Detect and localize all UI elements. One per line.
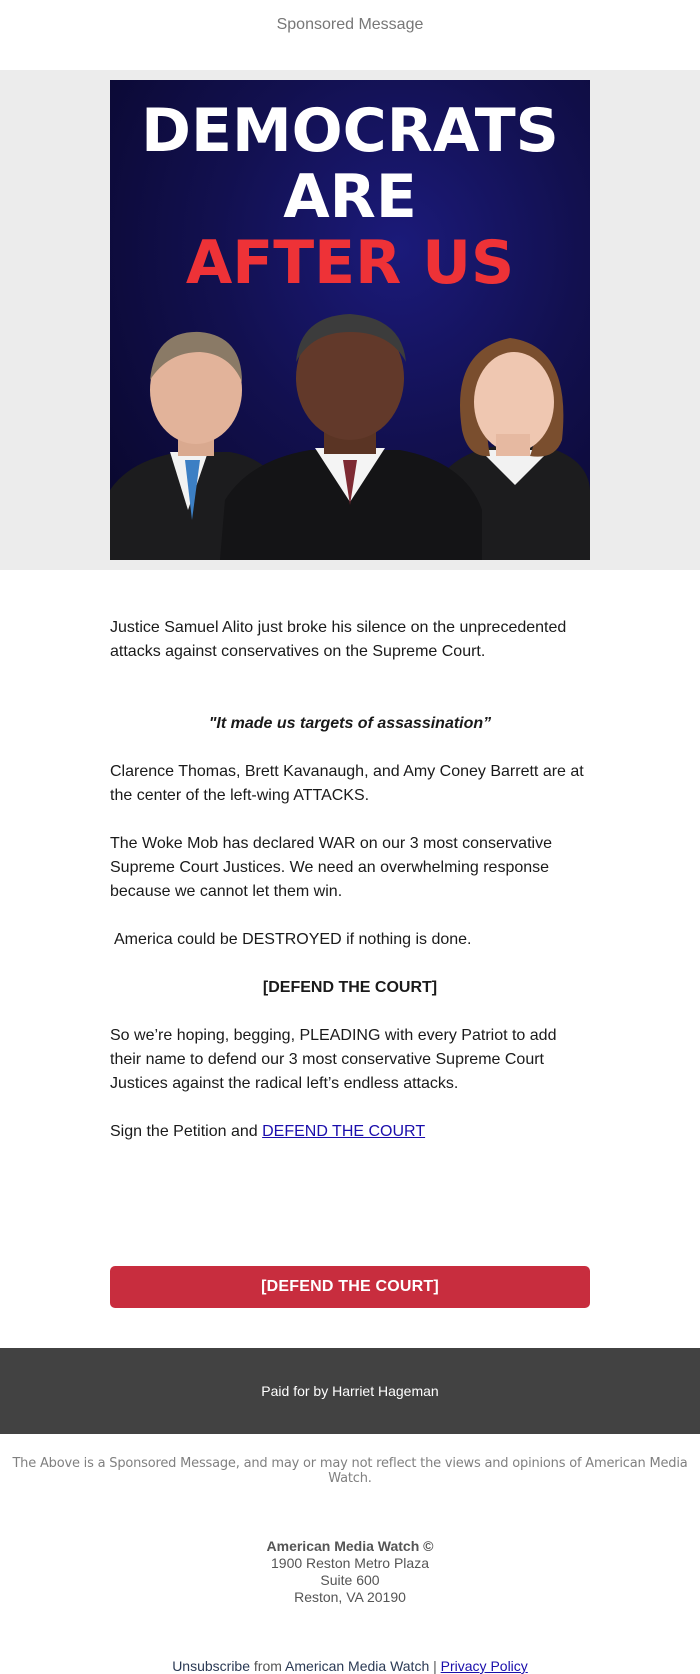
- from-text: from: [250, 1658, 286, 1674]
- defend-court-link[interactable]: DEFEND THE COURT: [262, 1123, 426, 1140]
- unsubscribe-link[interactable]: Unsubscribe: [172, 1658, 251, 1674]
- disclaimer-text: The Above is a Sponsored Message, and may or may not reflect the views and opinions of American Media Watch.: [12, 1456, 688, 1486]
- paid-for-by-banner: [0, 1348, 700, 1434]
- hero-line-1: DEMOCRATS: [141, 96, 559, 166]
- pleading-paragraph: So we’re hoping, begging, PLEADING with every Patriot to add their name to defend our 3 most conservative Supreme Court Justices against the radical left’s endless attacks.: [110, 1027, 557, 1092]
- justices-illustration: [110, 310, 590, 560]
- paid-for-by-text: Paid for by Harriet Hageman: [261, 1383, 439, 1399]
- sponsored-disclaimer: [0, 1456, 700, 1486]
- hero-line-3: AFTER US: [185, 228, 515, 298]
- intro-paragraph: Justice Samuel Alito just broke his silence on the unprecedented attacks against conservatives on the Supreme Court.: [110, 619, 567, 660]
- destroyed-paragraph: America could be DESTROYED if nothing is done.: [114, 931, 472, 948]
- hero-line-2: ARE: [283, 162, 417, 232]
- sponsored-message-label: [0, 0, 700, 70]
- woke-mob-paragraph: The Woke Mob has declared WAR on our 3 most conservative Supreme Court Justices. We need an overwhelming response because we cannot let them win.: [110, 835, 552, 900]
- defend-court-heading: [DEFEND THE COURT]: [262, 979, 438, 996]
- mailing-address: [0, 1538, 700, 1606]
- hero-band: [0, 70, 700, 570]
- sign-petition-prefix: Sign the Petition and: [110, 1123, 263, 1140]
- address-street: 1900 Reston Metro Plaza: [271, 1555, 429, 1571]
- address-city: Reston, VA 20190: [294, 1589, 406, 1605]
- justices-paragraph: Clarence Thomas, Brett Kavanaugh, and Amy Coney Barrett are at the center of the left-wing ATTACKS.: [110, 763, 584, 804]
- sign-petition-line: [110, 1120, 590, 1144]
- org-link[interactable]: American Media Watch: [285, 1658, 430, 1674]
- defend-court-button[interactable]: [DEFEND THE COURT]: [110, 1266, 590, 1308]
- sponsored-label-text: Sponsored Message: [276, 16, 424, 33]
- center-justice-figure: [220, 314, 482, 560]
- address-org: American Media Watch ©: [266, 1538, 434, 1554]
- privacy-policy-link[interactable]: Privacy Policy: [440, 1658, 528, 1674]
- alito-quote: "It made us targets of assassination”: [208, 715, 492, 732]
- hero-headline: [110, 98, 590, 296]
- address-suite: Suite 600: [320, 1572, 380, 1588]
- hero-image[interactable]: [110, 80, 590, 560]
- footer-links: [0, 1658, 700, 1674]
- footer-separator: |: [429, 1658, 441, 1674]
- cta-wrapper: [110, 1266, 590, 1308]
- message-body: [110, 570, 590, 1144]
